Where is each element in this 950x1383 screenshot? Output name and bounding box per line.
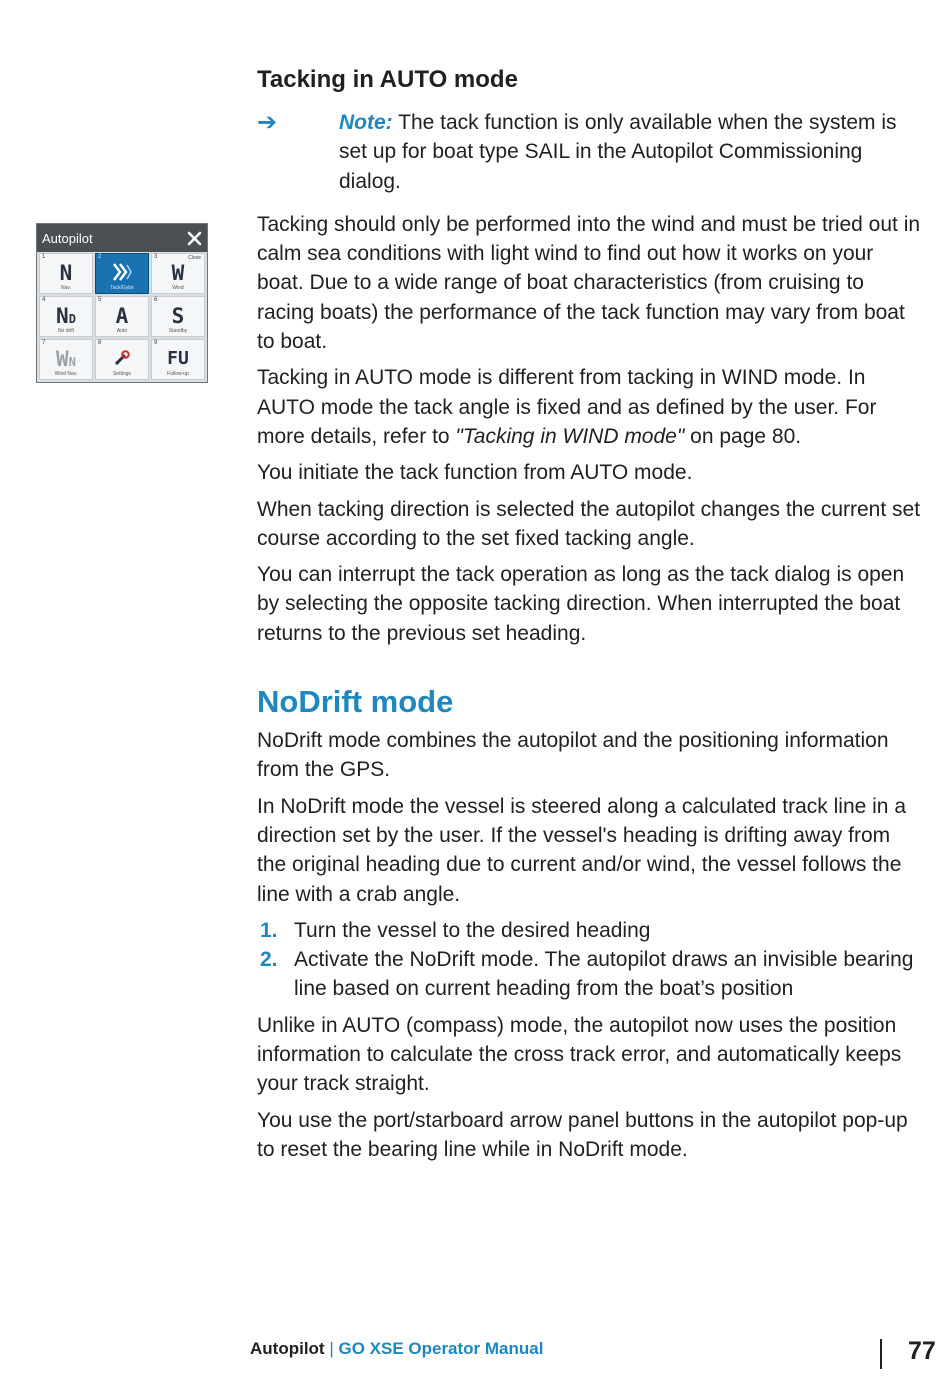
arrow-right-icon: ➔ bbox=[257, 109, 278, 136]
step-text: Turn the vessel to the desired heading bbox=[294, 918, 651, 942]
page-footer bbox=[250, 1339, 543, 1359]
tile-index: 7 bbox=[42, 340, 46, 346]
tile-glyph: S bbox=[171, 304, 185, 328]
list-item bbox=[257, 945, 922, 1004]
paragraph: You can interrupt the tack operation as long as the tack dialog is open by selecting the opposite tacking direction. When interrupted the boat returns to the previous set heading. bbox=[257, 563, 905, 645]
mode-tile-standby[interactable] bbox=[151, 296, 205, 337]
tile-glyph: N bbox=[59, 261, 73, 285]
paragraph: When tacking direction is selected the autopilot changes the current set course according to the set fixed tacking angle. bbox=[257, 497, 921, 550]
tile-glyph: FU bbox=[167, 348, 189, 369]
footer-manual-title: GO XSE Operator Manual bbox=[338, 1339, 544, 1358]
paragraph: Unlike in AUTO (compass) mode, the autopilot now uses the position information to calculate the cross track error, and automatically keeps your track straight. bbox=[257, 1013, 902, 1096]
mode-tile-nav[interactable] bbox=[39, 253, 93, 294]
wrench-icon bbox=[111, 347, 133, 369]
tile-glyph-sub: N bbox=[68, 355, 76, 369]
step-text: Activate the NoDrift mode. The autopilot draws an invisible bearing line based on current heading from the boat’s position bbox=[294, 948, 914, 1001]
mode-tile-auto[interactable] bbox=[95, 296, 149, 337]
autopilot-dialog-title: Autopilot bbox=[42, 230, 93, 246]
paragraph bbox=[257, 363, 922, 451]
tile-index: 1 bbox=[42, 254, 46, 260]
footer-section: Autopilot bbox=[250, 1339, 325, 1358]
tile-caption: No drift bbox=[57, 328, 75, 334]
paragraph-text: on page 80. bbox=[684, 424, 802, 448]
mode-tile-no-drift[interactable] bbox=[39, 296, 93, 337]
tile-index: 6 bbox=[154, 297, 158, 303]
cross-reference-link[interactable]: "Tacking in WIND mode" bbox=[455, 424, 685, 448]
numbered-steps bbox=[257, 916, 922, 1004]
paragraph: Tacking should only be performed into the wind and must be tried out in calm sea conditions with light wind to find out how it works on your boat. Due to a wide range of boat characteristics (from cruising to racing boats) the performance of the tack function may vary from boat to boat. bbox=[257, 212, 921, 354]
mode-tile-wind-nav[interactable] bbox=[39, 339, 93, 380]
tile-index: 8 bbox=[98, 340, 102, 346]
tile-glyph: W bbox=[171, 261, 185, 285]
list-item bbox=[257, 916, 922, 945]
page-number-divider bbox=[880, 1339, 882, 1369]
tile-caption: Nav. bbox=[61, 285, 71, 291]
mode-tile-wind[interactable] bbox=[151, 253, 205, 294]
tack-icon bbox=[110, 261, 134, 283]
note-body: The tack function is only available when the system is set up for boat type SAIL in the Autopilot Commissioning dialog. bbox=[339, 111, 897, 193]
paragraph-text: Tacking in AUTO mode is different from tacking in WIND mode. In AUTO mode the tack angle is fixed and as defined by the user. For more details, refer to bbox=[257, 366, 877, 448]
autopilot-dialog-figure bbox=[36, 223, 208, 383]
close-icon[interactable] bbox=[185, 229, 204, 248]
page-number: 77 bbox=[908, 1337, 936, 1365]
step-number: 1. bbox=[260, 918, 278, 942]
mode-tile-follow-up[interactable] bbox=[151, 339, 205, 380]
autopilot-mode-grid bbox=[39, 253, 205, 380]
section-heading-nodrift: NoDrift mode bbox=[257, 684, 454, 720]
tile-caption: Settings bbox=[112, 371, 132, 377]
step-number: 2. bbox=[260, 948, 278, 972]
tile-index: 5 bbox=[98, 297, 102, 303]
note-block bbox=[257, 108, 922, 196]
footer-separator: | bbox=[324, 1339, 339, 1358]
content-column bbox=[257, 66, 922, 1171]
paragraph: You initiate the tack function from AUTO mode. bbox=[257, 461, 693, 485]
tile-glyph-sub: D bbox=[68, 312, 76, 326]
tile-caption: Auto bbox=[116, 328, 128, 334]
paragraph: You use the port/starboard arrow panel buttons in the autopilot pop-up to reset the bearing line while in NoDrift mode. bbox=[257, 1108, 908, 1161]
tile-glyph-main: W bbox=[56, 347, 69, 371]
tile-index: 4 bbox=[42, 297, 46, 303]
tile-glyph-main: N bbox=[56, 304, 69, 328]
mode-tile-settings[interactable] bbox=[95, 339, 149, 380]
note-text bbox=[339, 108, 922, 196]
tile-glyph bbox=[40, 348, 92, 373]
note-label: Note: bbox=[339, 111, 393, 134]
tile-caption: Wind Nav. bbox=[54, 371, 78, 377]
tile-caption: Standby bbox=[168, 328, 188, 334]
tile-index: 3 bbox=[154, 254, 158, 260]
tile-glyph bbox=[40, 305, 92, 330]
mode-tile-tack-gybe[interactable] bbox=[95, 253, 149, 294]
tile-glyph: A bbox=[115, 304, 129, 328]
tile-caption: Follow-up bbox=[167, 371, 189, 377]
close-label[interactable]: Close bbox=[188, 255, 201, 261]
tile-index: 9 bbox=[154, 340, 158, 346]
tile-caption: Tack/Gybe bbox=[110, 285, 134, 291]
paragraph: In NoDrift mode the vessel is steered along a calculated track line in a direction set by the user. If the vessel's heading is drifting away from the original heading due to current and/or wind, the vessel follows the line with a crab angle. bbox=[257, 794, 907, 906]
paragraph: NoDrift mode combines the autopilot and the positioning information from the GPS. bbox=[257, 729, 889, 782]
tile-index: 2 bbox=[98, 254, 102, 260]
tile-caption: Wind bbox=[172, 285, 184, 291]
section-heading-tacking: Tacking in AUTO mode bbox=[257, 66, 518, 93]
autopilot-dialog-titlebar bbox=[37, 224, 207, 252]
